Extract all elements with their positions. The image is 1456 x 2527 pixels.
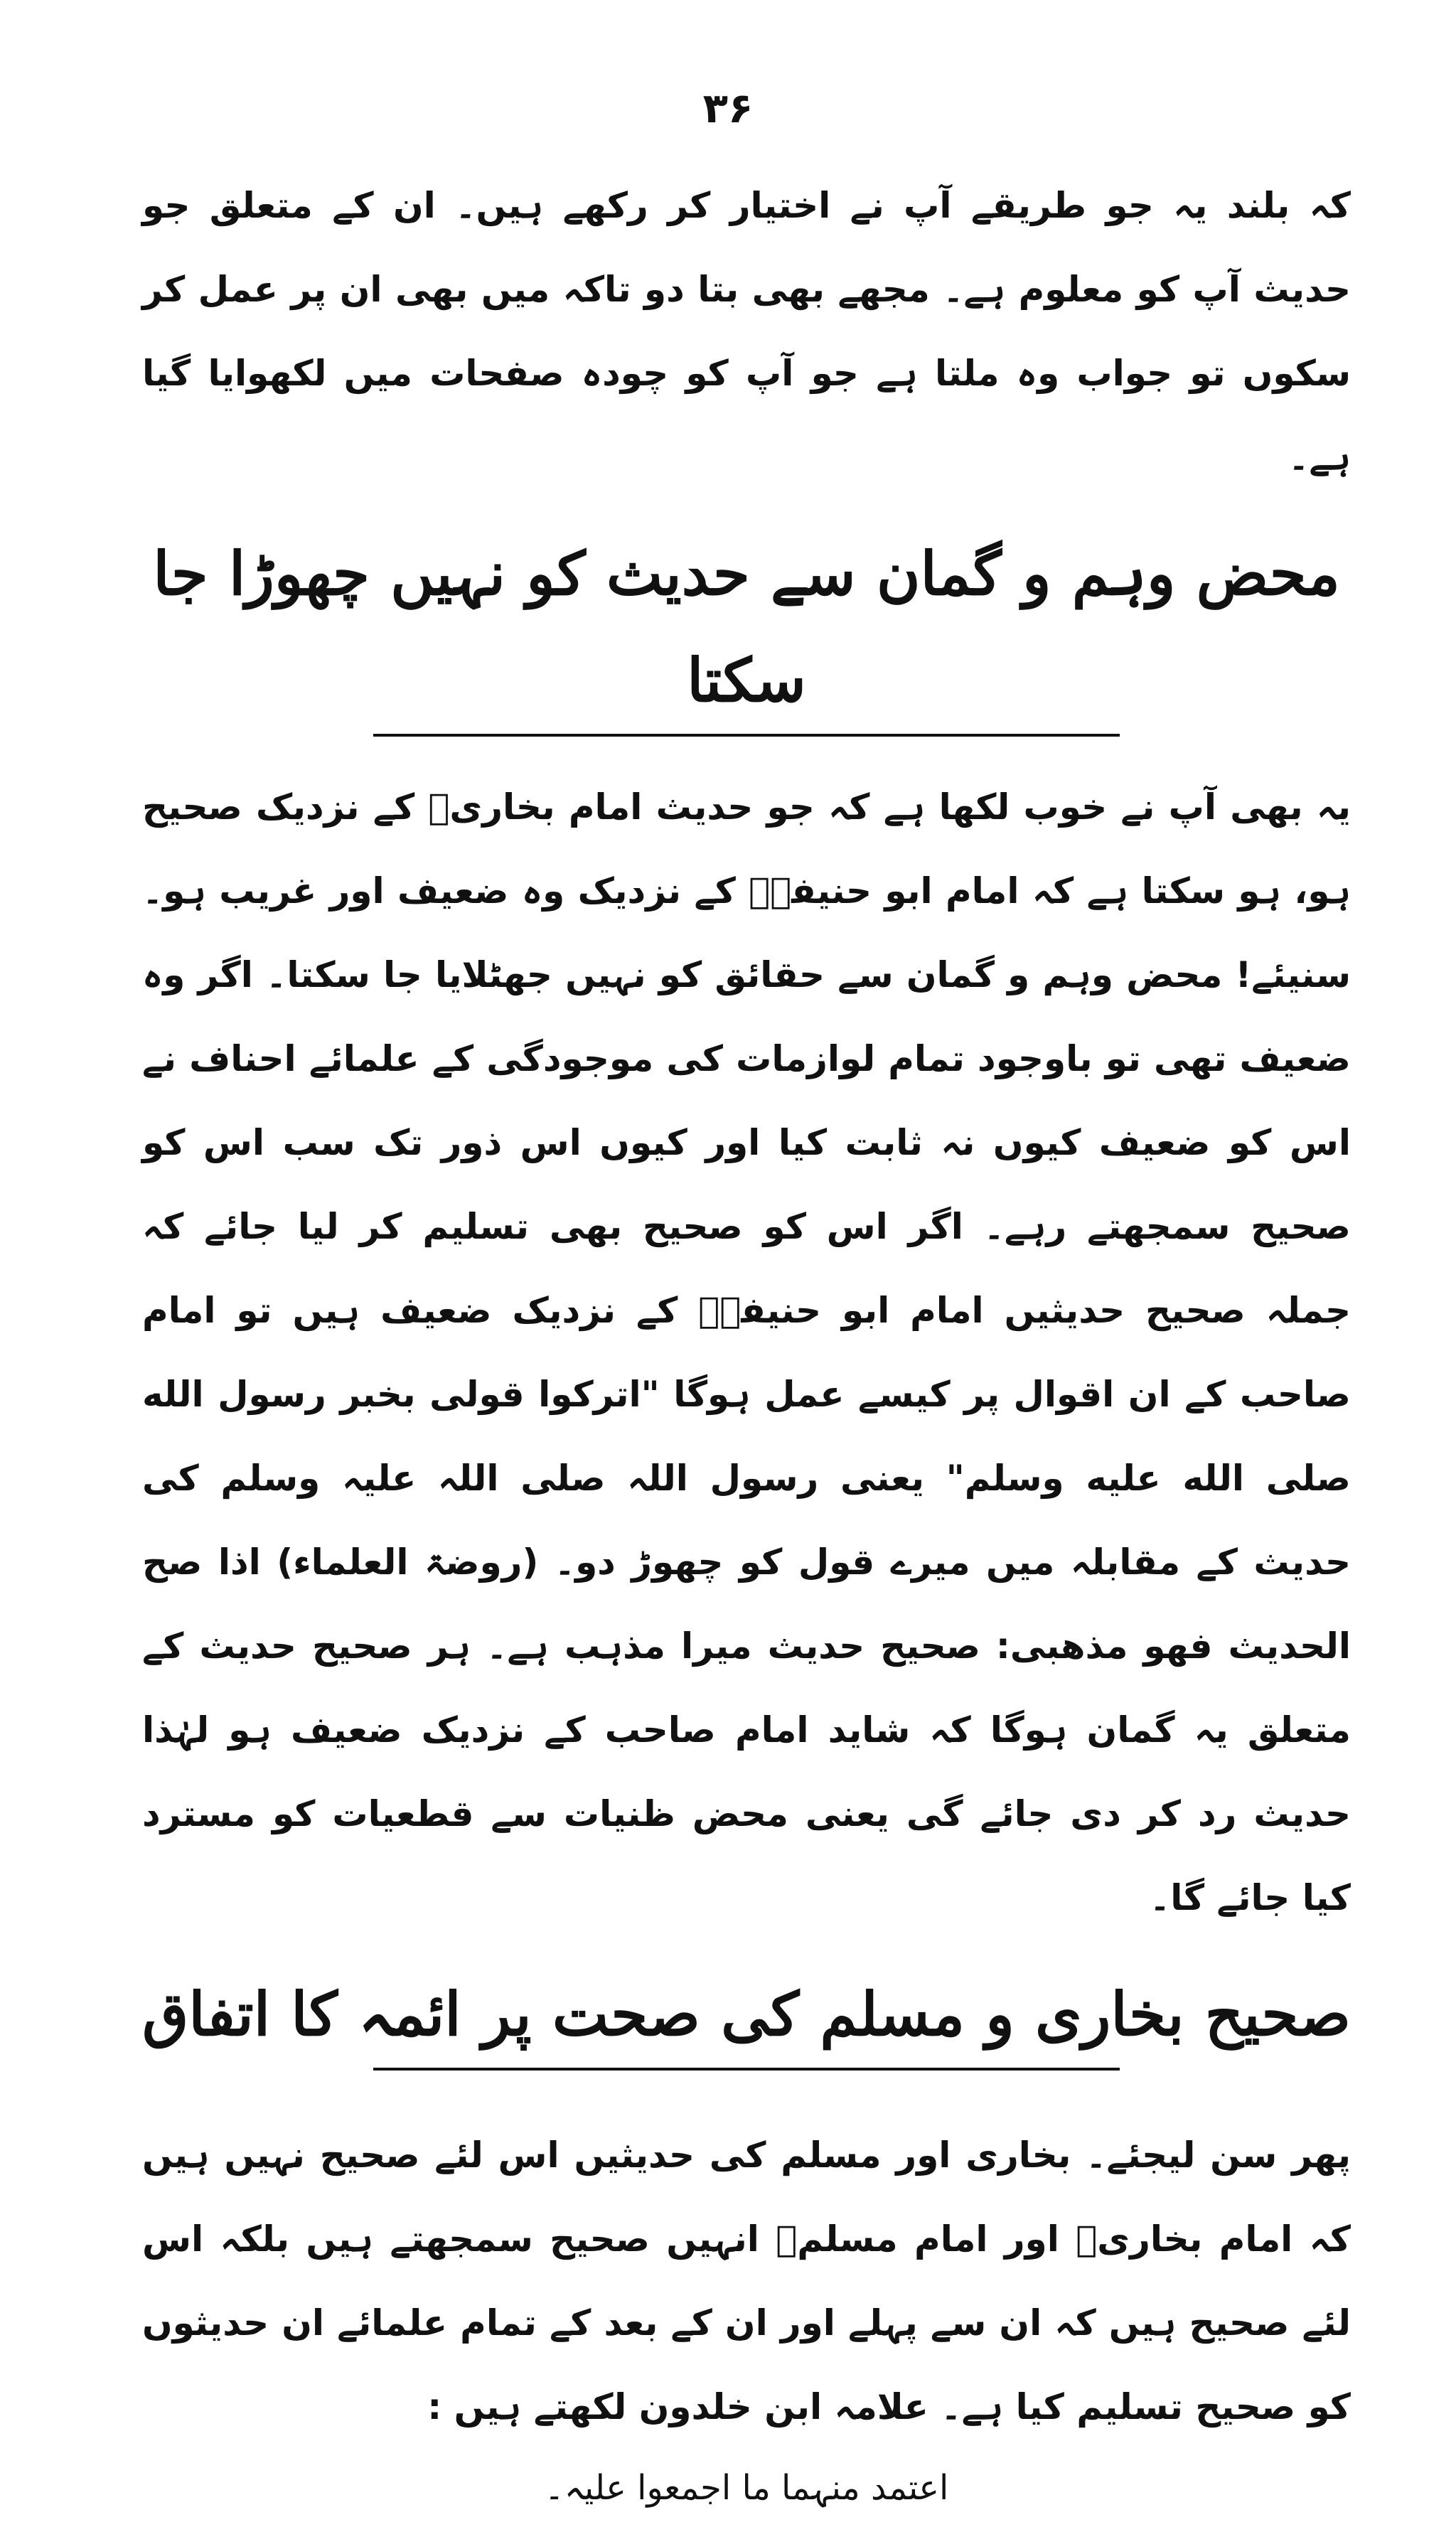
paragraph-3: پھر سن لیجئے۔ بخاری اور مسلم کی حدیثیں اس لئے صحیح نہیں ہیں کہ امام بخاریؒ اور امام مسلمؒ انہیں صحیح سمجھتے ہیں بلکہ اس لئے صحیح ہیں کہ ان سے پہلے اور ان کے بعد کے تمام علمائے ان حدیثوں کو صحیح تسلیم کیا ہے۔ علامہ ابن خلدون لکھتے ہیں : — [142, 2135, 1351, 2427]
arabic-quote: اعتمد منہما ما اجمعوا علیہ۔ — [544, 2468, 949, 2508]
heading-2-underline — [373, 2068, 1120, 2071]
page-number: ۳۶ — [702, 84, 754, 132]
document-page — [142, 100, 1351, 2527]
intro-paragraph: کہ بلند یہ جو طریقے آپ نے اختیار کر رکھے ہیں۔ ان کے متعلق جو حدیث آپ کو معلوم ہے۔ مجھے بھی بتا دو تاکہ میں بھی ان پر عمل کر سکوں تو جواب وہ ملتا ہے جو آپ کو چودہ صفحات میں لکھوایا گیا ہے۔ — [142, 185, 1351, 478]
paragraph-2: یہ بھی آپ نے خوب لکھا ہے کہ جو حدیث امام بخاریؒ کے نزدیک صحیح ہو، ہو سکتا ہے کہ امام ابو حنیفہؒ کے نزدیک وہ ضعیف اور غریب ہو۔ سنیئے! محض وہم و گمان سے حقائق کو نہیں جھٹلایا جا سکتا۔ اگر وہ ضعیف تھی تو باوجود تمام لوازمات کی موجودگی کے علمائے احناف نے اس کو ضعیف کیوں نہ ثابت کیا اور کیوں اس ذور تک سب اس کو صحیح سمجھتے رہے۔ اگر اس کو صحیح بھی تسلیم کر لیا جائے کہ جملہ صحیح حدیثیں امام ابو حنیفہؒ کے نزدیک ضعیف ہیں تو امام صاحب کے ان اقوال پر کیسے عمل ہوگا "اترکوا قولی بخبر رسول الله صلی الله علیه وسلم" یعنی رسول اللہ صلی اللہ علیہ وسلم کی حدیث کے مقابلہ میں میرے قول کو چھوڑ دو۔ (روضۃ العلماء) اذا صح الحدیث فھو مذھبی: صحیح حدیث میرا مذہب ہے۔ ہر صحیح حدیث کے متعلق یہ گمان ہوگا کہ شاید امام صاحب کے نزدیک ضعیف ہو لہٰذا حدیث رد کر دی جائے گی یعنی محض ظنیات سے قطعیات کو مسترد کیا جائے گا۔ — [142, 786, 1351, 1918]
heading-1-underline — [373, 734, 1120, 737]
section-heading-1: محض وہم و گمان سے حدیث کو نہیں چھوڑا جا سکتا — [153, 538, 1340, 715]
section-heading-2: صحیح بخاری و مسلم کی صحت پر ائمہ کا اتفاق — [142, 1979, 1351, 2049]
